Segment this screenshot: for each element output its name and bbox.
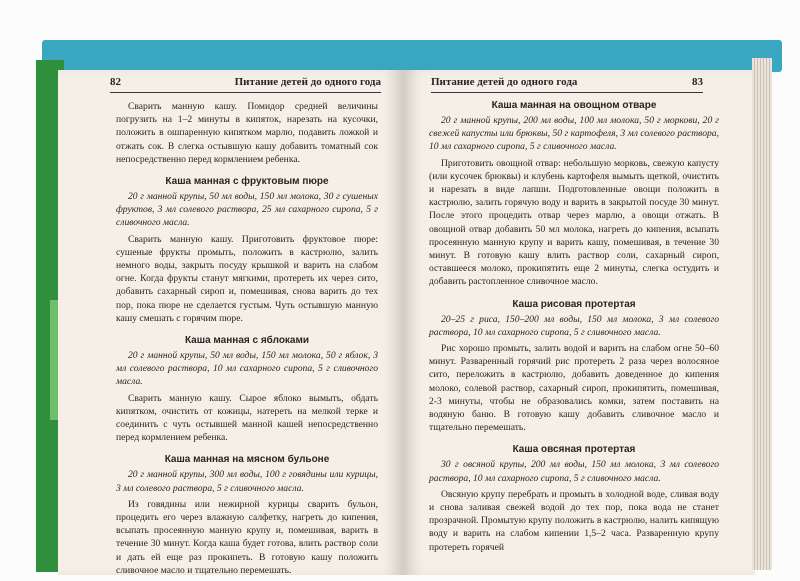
- recipe-method: Сварить манную кашу. Приготовить фруктовое пюре: сушеные фрукты промыть, положить в кастрюлю, залить немного воды, закрыть посуду крышкой и варить на слабом огне. Когда фрукты станут мягкими, протереть их через сито, добавить сахарный сироп и, помешивая, снова варить до тех пор, пока пюре не сделается густым. Чуть остывшую манную кашу смешать с горячим пюре.: [116, 233, 378, 324]
- recipe-method: Овсяную крупу перебрать и промыть в холодной воде, сливая воду и снова заливая свежей водой до тех пор, пока вода не станет прозрачной. Промытую крупу положить в кастрюлю, налить кипящую воду и варить на слабом кипении 1,5–2 часа. Разваренную крупу протереть горячей: [429, 488, 719, 553]
- right-page-content: [429, 100, 719, 557]
- recipe-method: Приготовить овощной отвар: небольшую морковь, свежую капусту (или кусочек брюквы) и клубень картофеля вымыть щеткой, очистить и нарезать в виде лапши. Подготовленные овощи положить в кастрюлю, залить горячую воду и варить в закрытой посуде 30 минут. После этого процедить отвар через марлю, а овощи отжать. В овощной отвар добавить 50 мл молока, нагреть до кипения, всыпать просеянную манную крупу и варить кашу, помешивая, в течение 30 минут. В готовую кашу влить раствор соли, сахарный сироп, оставшееся молоко, прокипятить еще 2 минуты, слегка остудить и добавить растопленное сливочное масло.: [429, 157, 719, 288]
- recipe-title: Каша манная с яблоками: [184, 335, 310, 347]
- recipe-ingredients: 20 г манной крупы, 200 мл воды, 100 мл молока, 50 г моркови, 20 г свежей капусты или брюквы, 50 г картофеля, 3 мл солевого раствора, 10 мл сахарного сиропа, 5 г сливочного масла.: [429, 115, 719, 153]
- recipe-method: Из говядины или нежирной курицы сварить бульон, процедить его через влажную салфетку, нагреть до кипения, всыпать просеянную манную крупу и, помешивая, варить в течение 30 минут. Когда каша будет готова, влить раствор соли и дать ей еще раз прокипеть. В готовую кашу положить сливочное масло и тщательно перемешать.: [116, 498, 378, 575]
- intro-paragraph: Сварить манную кашу. Помидор средней величины погрузить на 1–2 минуты в кипяток, нарезать на кусочки, положить в ошпаренную кипятком марлю, подавить ложкой и отжать сок. В слегка остывшую кашу добавить томатный сок непосредственно перед кормлением ребенка.: [116, 101, 378, 165]
- recipe-title: Каша рисовая протертая: [512, 298, 636, 310]
- recipe-ingredients: 30 г овсяной крупы, 200 мл воды, 150 мл молока, 3 мл солевого раствора, 10 мл сахарного сиропа, 5 г сливочного масла.: [429, 459, 719, 484]
- recipe-method: Сварить манную кашу. Сырое яблоко вымыть, обдать кипятком, очистить от кожицы, натереть на мелкой терке и соединить с чуть остывшей манной кашей непосредственно перед кормлением ребенка.: [116, 392, 378, 444]
- recipe-title: Каша манная на овощном отваре: [491, 100, 657, 111]
- recipe-ingredients: 20 г манной крупы, 300 мл воды, 100 г говядины или курицы, 3 мл солевого раствора, 5 г сливочного масла.: [116, 469, 378, 494]
- page-number: 83: [692, 76, 703, 88]
- left-page-content: [116, 100, 378, 575]
- right-page: [403, 70, 755, 575]
- recipe-ingredients: 20 г манной крупы, 50 мл воды, 150 мл молока, 30 г сушеных фруктов, 3 мл солевого раствора, 25 мл сахарного сиропа, 5 г сливочного масла.: [116, 191, 378, 229]
- recipe-ingredients: 20 г манной крупы, 50 мл воды, 150 мл молока, 50 г яблок, 3 мл солевого раствора, 10 мл сахарного сиропа, 5 г сливочного масла.: [116, 350, 378, 388]
- recipe-ingredients: 20–25 г риса, 150–200 мл воды, 150 мл молока, 3 мл солевого раствора, 10 мл сахарного сиропа, 5 г сливочного масла.: [429, 313, 719, 338]
- left-page-header: [110, 76, 381, 93]
- recipe-title: Каша манная с фруктовым пюре: [165, 176, 329, 188]
- page-edges: [752, 58, 772, 570]
- page-number: 82: [110, 76, 121, 88]
- recipe-method: Рис хорошо промыть, залить водой и варить на слабом огне 50–60 минут. Разваренный горячий рис протереть 2 раза через волосяное сито, переложить в кастрюлю, добавить доведенное до кипения молоко, солевой раствор, сахарный сироп, прокипятить, помешивая, 2-3 минуты, чтобы не образовались комки, затем поставить на водяную баню. В готовую кашу добавить сливочное масло и тщательно перемешать.: [429, 343, 719, 434]
- right-page-header: [431, 76, 703, 93]
- recipe-title: Каша манная на мясном бульоне: [164, 454, 330, 466]
- recipe-title: Каша овсяная протертая: [512, 444, 636, 456]
- book-cover-top: [42, 40, 782, 72]
- running-title: Питание детей до одного года: [234, 76, 381, 88]
- running-title: Питание детей до одного года: [431, 76, 578, 88]
- left-page: [58, 70, 403, 575]
